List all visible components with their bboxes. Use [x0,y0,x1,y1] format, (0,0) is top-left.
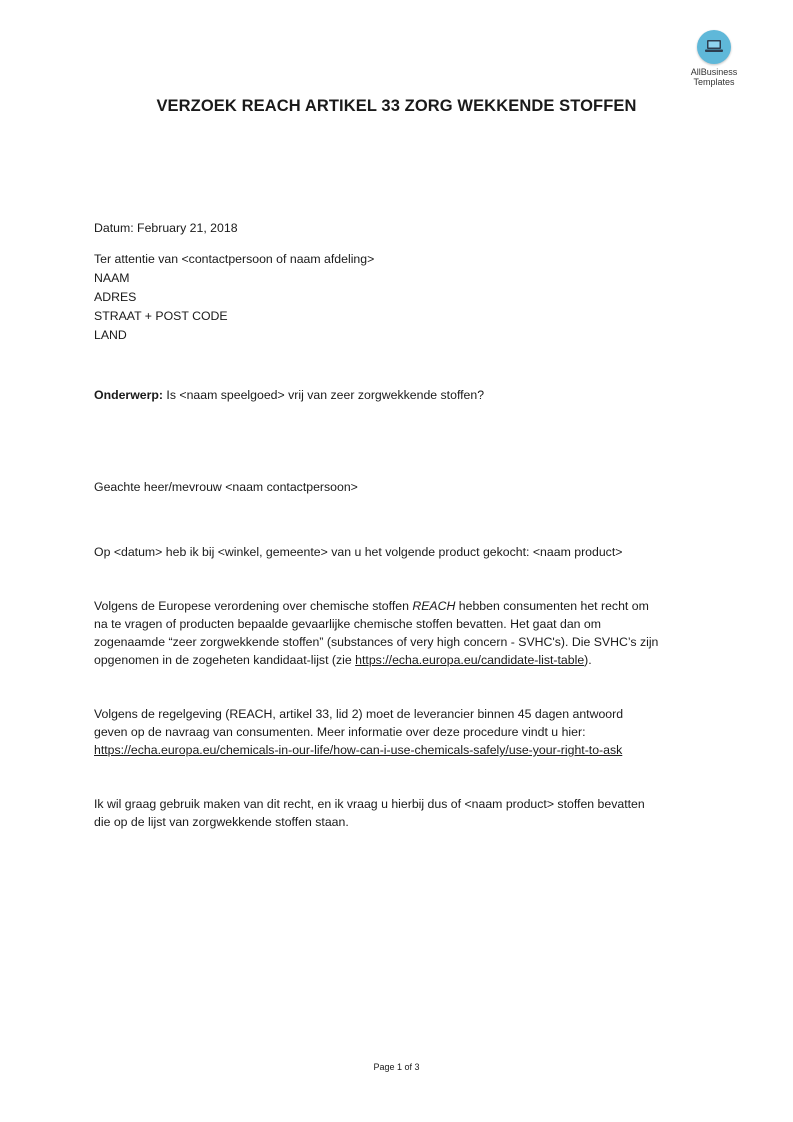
allbusiness-logo [680,30,748,87]
page-number: Page 1 of 3 [373,1062,420,1072]
request-line-2: die op de lijst van zorgwekkende stoffen staan. [94,815,349,829]
date-line: Datum: February 21, 2018 [94,221,238,235]
right-to-ask-link[interactable]: https://echa.europa.eu/chemicals-in-our-life/how-can-i-use-chemicals-safely/use-your-right-to-ask [94,743,623,757]
reach-line-4: opgenomen in de zogeheten kandidaat-lijst (zie https://echa.europa.eu/candidate-list-table). [94,653,592,667]
recipient-name: NAAM [94,271,130,285]
regulation-line-2: geven op de navraag van consumenten. Meer informatie over deze procedure vindt u hier: [94,725,586,739]
recipient-address: ADRES [94,290,137,304]
paragraph-request [94,795,709,831]
reach-line-2: na te vragen of producten bepaalde gevaarlijke chemische stoffen bevatten. Het gaat dan om [94,617,602,631]
paragraph-reach [94,597,709,669]
attention-line: Ter attentie van <contactpersoon of naam afdeling> [94,252,375,266]
subject-label: Onderwerp: [94,388,164,402]
recipient-street: STRAAT + POST CODE [94,309,228,323]
request-line-1: Ik wil graag gebruik maken van dit recht, en ik vraag u hierbij dus of <naam product> stoffen bevatten [94,797,645,811]
salutation: Geachte heer/mevrouw <naam contactpersoon> [94,480,358,494]
regulation-line-1: Volgens de regelgeving (REACH, artikel 33, lid 2) moet de leverancier binnen 45 dagen antwoord [94,707,624,721]
subject-text: Is <naam speelgoed> vrij van zeer zorgwekkende stoffen? [163,388,485,402]
recipient-country: LAND [94,328,127,342]
paragraph-purchase: Op <datum> heb ik bij <winkel, gemeente> van u het volgende product gekocht: <naam product> [94,545,623,559]
document-title: VERZOEK REACH ARTIKEL 33 ZORG WEKKENDE STOFFEN [156,97,637,115]
reach-emphasis: REACH [412,599,456,613]
subject-line [94,386,484,405]
reach-line-3: zogenaamde “zeer zorgwekkende stoffen” (substances of very high concern - SVHC's). Die SVHC’s zijn [94,635,659,649]
candidate-list-link[interactable]: https://echa.europa.eu/candidate-list-table [355,653,585,667]
laptop-icon [697,30,731,64]
reach-line-1: Volgens de Europese verordening over chemische stoffen REACH hebben consumenten het recht om [94,599,649,613]
paragraph-regulation [94,705,709,759]
logo-text: AllBusiness Templates [690,67,738,87]
